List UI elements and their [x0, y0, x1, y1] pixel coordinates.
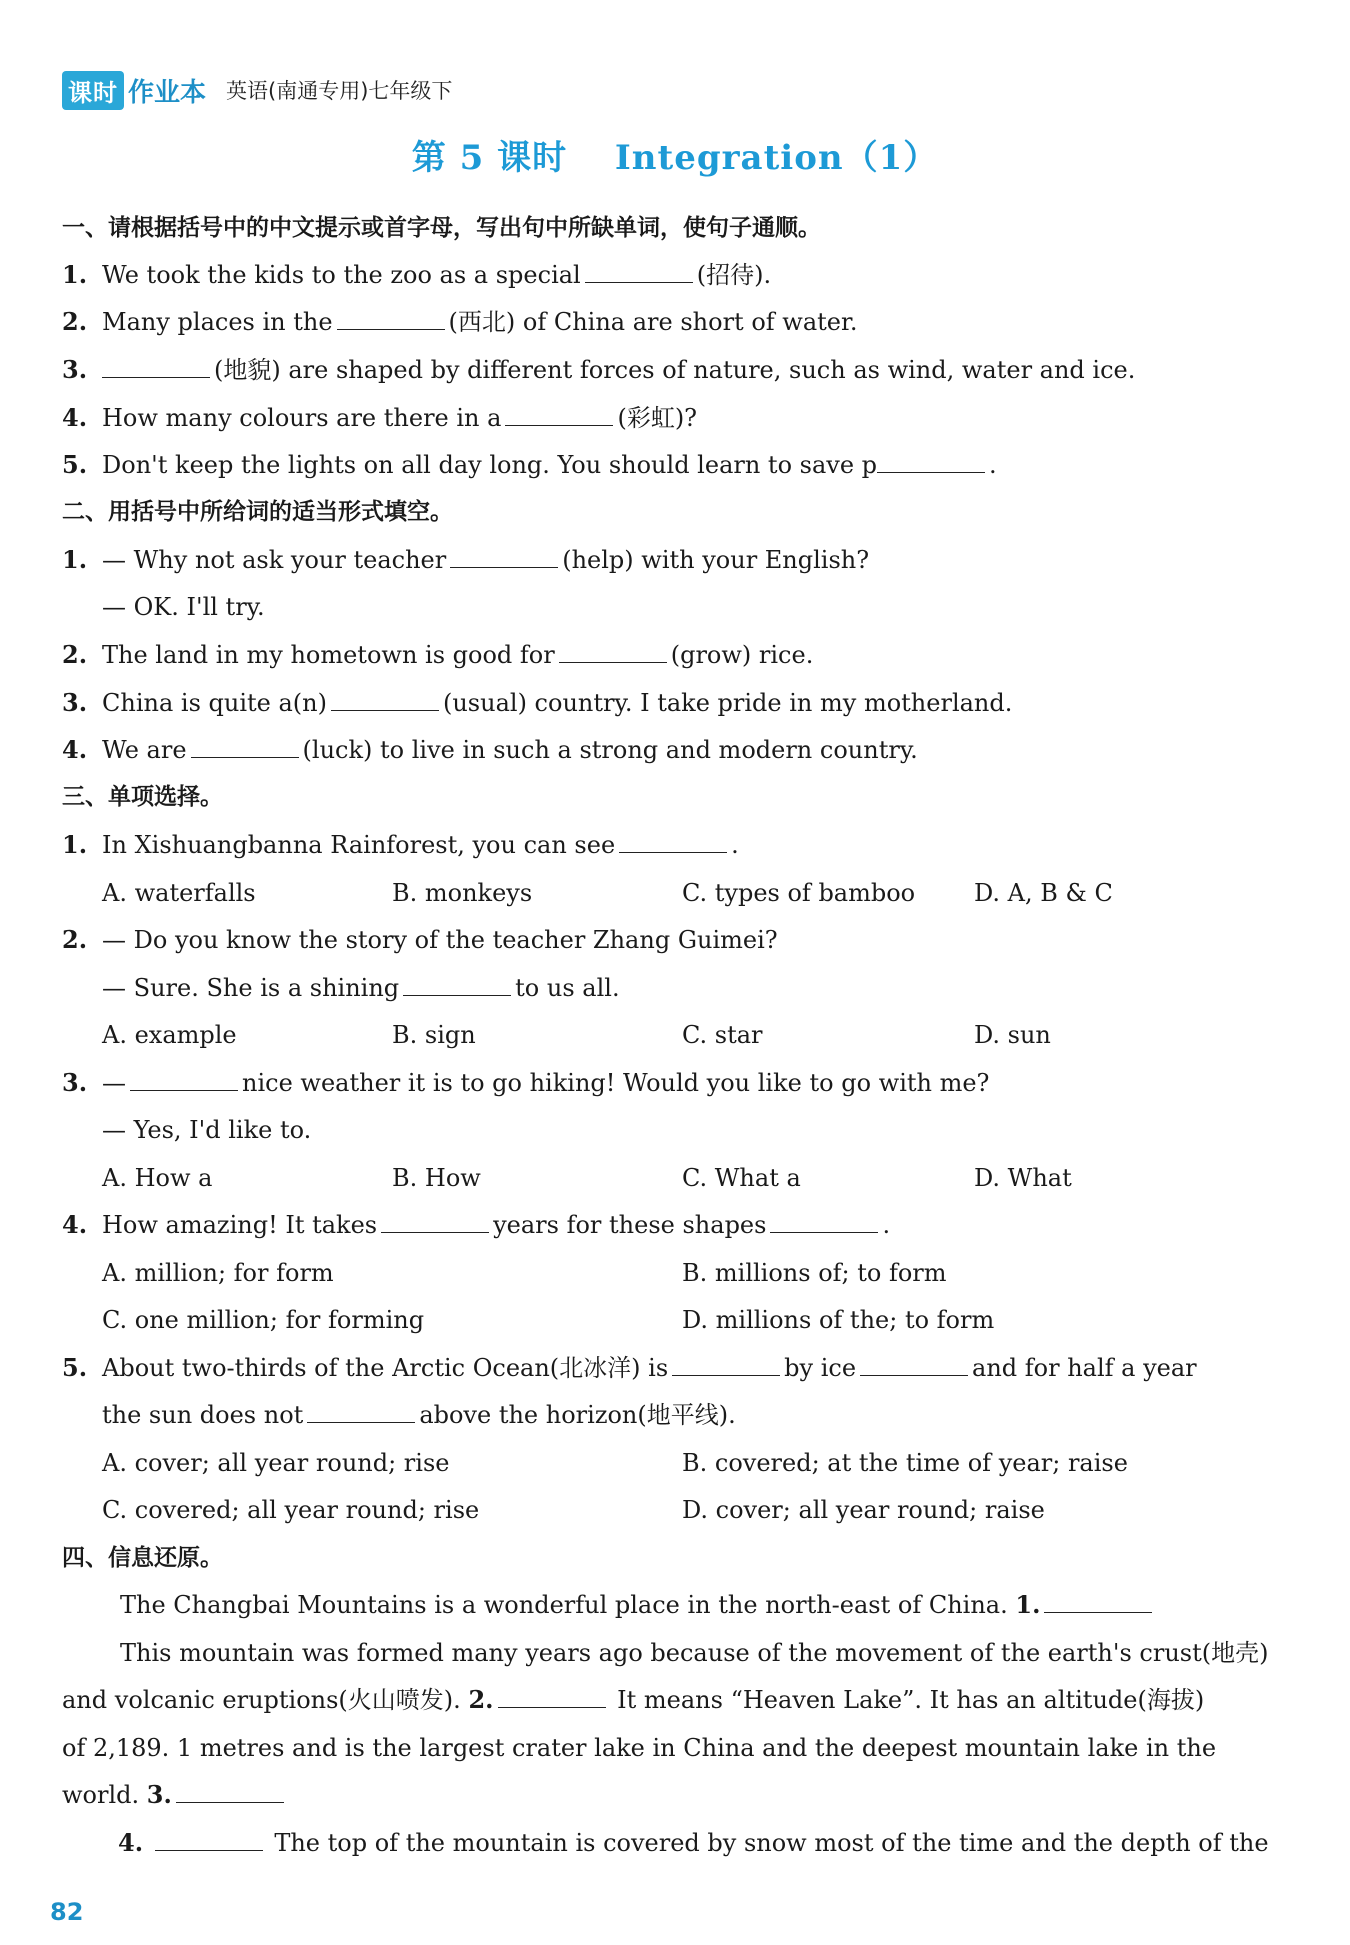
question-3-5-continued: the sun does not above the horizon(地平线).	[102, 1401, 736, 1429]
question-3-3: — nice weather it is to go hiking! Would you like to go with me?	[102, 1069, 990, 1097]
answer-blank[interactable]	[877, 450, 985, 473]
subject-label: 英语(南通专用)七年级下	[226, 79, 453, 103]
question-number: 2.	[62, 640, 88, 669]
dialogue-reply: — Sure. She is a shining to us all.	[102, 974, 620, 1002]
passage-line: The Changbai Mountains is a wonderful place in the north-east of China. 1.	[120, 1590, 1156, 1620]
option-c[interactable]: C. types of bamboo	[682, 879, 916, 907]
answer-blank[interactable]	[307, 1400, 415, 1423]
question-3-2: — Do you know the story of the teacher Zhang Guimei?	[102, 926, 778, 954]
option-d[interactable]: D. millions of the; to form	[682, 1306, 995, 1334]
question-number: 5.	[62, 1353, 88, 1382]
section-1-heading: 一、请根据括号中的中文提示或首字母，写出句中所缺单词，使句子通顺。	[62, 215, 821, 241]
question-number: 4.	[62, 403, 88, 432]
passage-line: of 2,189. 1 metres and is the largest crater lake in China and the deepest mountain lake in the	[62, 1734, 1217, 1762]
question-2-1: — Why not ask your teacher (help) with your English?	[102, 546, 870, 574]
question-number: 1.	[62, 830, 88, 859]
option-c[interactable]: C. What a	[682, 1164, 801, 1192]
question-number: 1.	[62, 545, 88, 574]
question-1-4: How many colours are there in a (彩虹)?	[102, 404, 698, 432]
question-number: 3.	[62, 1068, 88, 1097]
answer-blank[interactable]	[381, 1210, 489, 1233]
section-4-heading: 四、信息还原。	[62, 1545, 223, 1571]
passage-line: This mountain was formed many years ago because of the movement of the earth's crust(地壳)	[120, 1639, 1269, 1667]
option-a[interactable]: A. How a	[102, 1164, 213, 1192]
option-c[interactable]: C. covered; all year round; rise	[102, 1496, 480, 1524]
question-1-3: (地貌) are shaped by different forces of nature, such as wind, water and ice.	[98, 355, 1135, 385]
question-number: 2.	[62, 307, 88, 336]
question-number: 4.	[62, 1210, 88, 1239]
option-d[interactable]: D. sun	[974, 1021, 1051, 1049]
option-d[interactable]: D. cover; all year round; raise	[682, 1496, 1045, 1524]
question-number: 3.	[62, 355, 88, 384]
question-2-4: We are (luck) to live in such a strong and modern country.	[102, 736, 918, 764]
section-2-heading: 二、用括号中所给词的适当形式填空。	[62, 499, 453, 525]
question-3-5: About two-thirds of the Arctic Ocean(北冰洋) is by ice and for half a year	[102, 1354, 1197, 1382]
question-3-1: In Xishuangbanna Rainforest, you can see .	[102, 831, 739, 859]
option-a[interactable]: A. example	[102, 1021, 237, 1049]
answer-blank[interactable]	[155, 1828, 263, 1851]
option-b[interactable]: B. covered; at the time of year; raise	[682, 1449, 1128, 1477]
option-d[interactable]: D. What	[974, 1164, 1072, 1192]
answer-blank[interactable]	[337, 307, 445, 330]
answer-blank[interactable]	[403, 973, 511, 996]
option-c[interactable]: C. one million; for forming	[102, 1306, 425, 1334]
option-a[interactable]: A. million; for form	[102, 1259, 334, 1287]
question-2-3: China is quite a(n) (usual) country. I take pride in my motherland.	[102, 689, 1013, 717]
question-number: 2.	[62, 925, 88, 954]
option-b[interactable]: B. monkeys	[392, 879, 533, 907]
answer-blank[interactable]	[130, 1068, 238, 1091]
page-title: 第 5 课时 Integration（1）	[411, 138, 939, 178]
answer-blank[interactable]	[1044, 1590, 1152, 1613]
option-a[interactable]: A. waterfalls	[102, 879, 256, 907]
answer-blank[interactable]	[672, 1353, 780, 1376]
answer-blank[interactable]	[331, 688, 439, 711]
section-3-heading: 三、单项选择。	[62, 784, 223, 810]
logo: 课时	[62, 71, 124, 110]
dialogue-reply: — Yes, I'd like to.	[102, 1116, 312, 1144]
answer-blank[interactable]	[619, 830, 727, 853]
passage-line: 4. The top of the mountain is covered by snow most of the time and the depth of the	[118, 1828, 1269, 1857]
page-number: 82	[50, 1898, 84, 1926]
option-b[interactable]: B. How	[392, 1164, 481, 1192]
answer-blank[interactable]	[585, 260, 693, 283]
answer-blank[interactable]	[176, 1780, 284, 1803]
question-3-4: How amazing! It takes years for these shapes .	[102, 1211, 891, 1239]
option-a[interactable]: A. cover; all year round; rise	[102, 1449, 450, 1477]
option-c[interactable]: C. star	[682, 1021, 763, 1049]
dialogue-reply: — OK. I'll try.	[102, 593, 265, 621]
answer-blank[interactable]	[505, 403, 613, 426]
question-number: 1.	[62, 260, 88, 289]
question-number: 3.	[62, 688, 88, 717]
question-2-2: The land in my hometown is good for (grow) rice.	[102, 641, 814, 669]
answer-blank[interactable]	[191, 735, 299, 758]
answer-blank[interactable]	[770, 1210, 878, 1233]
question-1-1: We took the kids to the zoo as a special (招待).	[102, 261, 772, 289]
question-1-2: Many places in the (西北) of China are short of water.	[102, 308, 858, 336]
option-b[interactable]: B. sign	[392, 1021, 476, 1049]
answer-blank[interactable]	[860, 1353, 968, 1376]
question-number: 4.	[62, 735, 88, 764]
question-1-5: Don't keep the lights on all day long. You should learn to save p .	[102, 451, 997, 479]
answer-blank[interactable]	[450, 545, 558, 568]
brand-name: 作业本	[128, 77, 207, 108]
answer-blank[interactable]	[498, 1685, 606, 1708]
passage-line: world. 3.	[62, 1780, 288, 1810]
header	[62, 72, 452, 108]
question-number: 5.	[62, 450, 88, 479]
passage-line: and volcanic eruptions(火山喷发). 2. It means “Heaven Lake”. It has an altitude(海拔)	[62, 1685, 1205, 1714]
option-d[interactable]: D. A, B & C	[974, 879, 1113, 907]
option-b[interactable]: B. millions of; to form	[682, 1259, 947, 1287]
answer-blank[interactable]	[559, 640, 667, 663]
answer-blank[interactable]	[102, 355, 210, 378]
